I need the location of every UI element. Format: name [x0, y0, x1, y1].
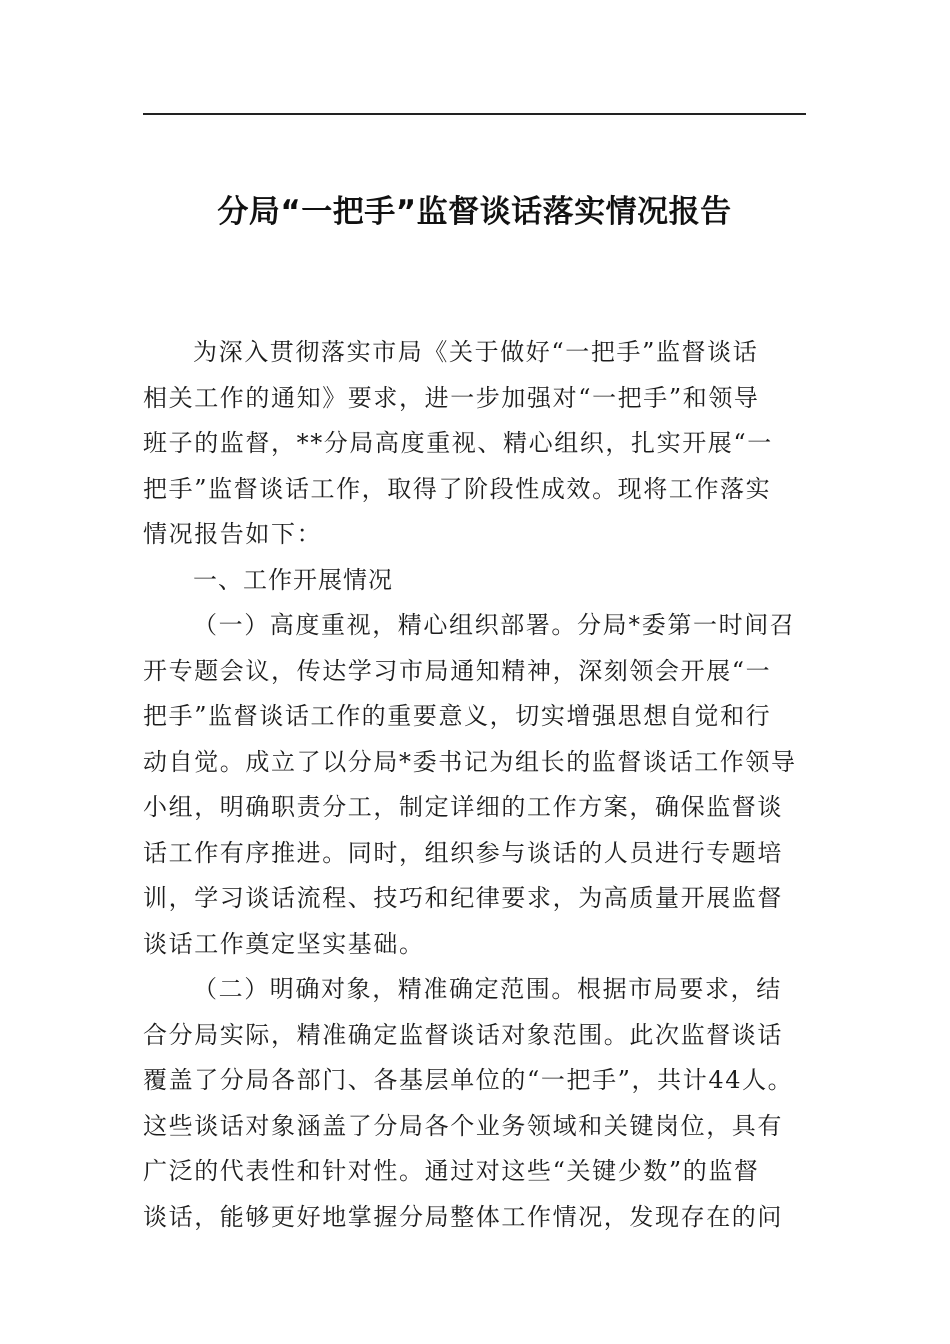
- document-body: [143, 330, 806, 1240]
- header-rule: [143, 113, 806, 115]
- subsection-paragraph-start: （一）高度重视，精心组织部署。分局*委第一时间召: [193, 611, 796, 639]
- section-heading: 一、工作开展情况: [193, 565, 393, 594]
- body-line: 情况报告如下：: [143, 520, 323, 548]
- body-line: 班子的监督，**分局高度重视、精心组织，扎实开展“一: [143, 429, 773, 457]
- body-line: 话工作有序推进。同时，组织参与谈话的人员进行专题培: [143, 838, 783, 867]
- body-line: 训，学习谈话流程、技巧和纪律要求，为高质量开展监督: [143, 884, 783, 912]
- body-line: 合分局实际，精准确定监督谈话对象范围。此次监督谈话: [143, 1020, 783, 1049]
- body-line: 把手”监督谈话工作，取得了阶段性成效。现将工作落实: [143, 474, 772, 503]
- document-title: 分局“一把手”监督谈话落实情况报告: [217, 194, 732, 230]
- body-line: 覆盖了分局各部门、各基层单位的“一把手”，共计44人。: [143, 1066, 794, 1094]
- subsection-paragraph-start: （二）明确对象，精准确定范围。根据市局要求，结: [193, 975, 782, 1003]
- body-line: 开专题会议，传达学习市局通知精神，深刻领会开展“一: [143, 656, 772, 685]
- body-line: 为深入贯彻落实市局《关于做好“一把手”监督谈话: [193, 338, 759, 366]
- body-line: 把手”监督谈话工作的重要意义，切实增强思想自觉和行: [143, 702, 772, 730]
- body-line: 谈话工作奠定坚实基础。: [143, 929, 425, 958]
- body-line: 小组，明确职责分工，制定详细的工作方案，确保监督谈: [143, 793, 783, 821]
- body-line: 相关工作的通知》要求，进一步加强对“一把手”和领导: [143, 383, 760, 412]
- body-line: 这些谈话对象涵盖了分局各个业务领域和关键岗位，具有: [143, 1111, 783, 1140]
- body-line: 动自觉。成立了以分局*委书记为组长的监督谈话工作领导: [143, 747, 797, 776]
- body-line: 谈话，能够更好地掌握分局整体工作情况，发现存在的问: [143, 1202, 783, 1231]
- body-line: 广泛的代表性和针对性。通过对这些“关键少数”的监督: [143, 1157, 760, 1185]
